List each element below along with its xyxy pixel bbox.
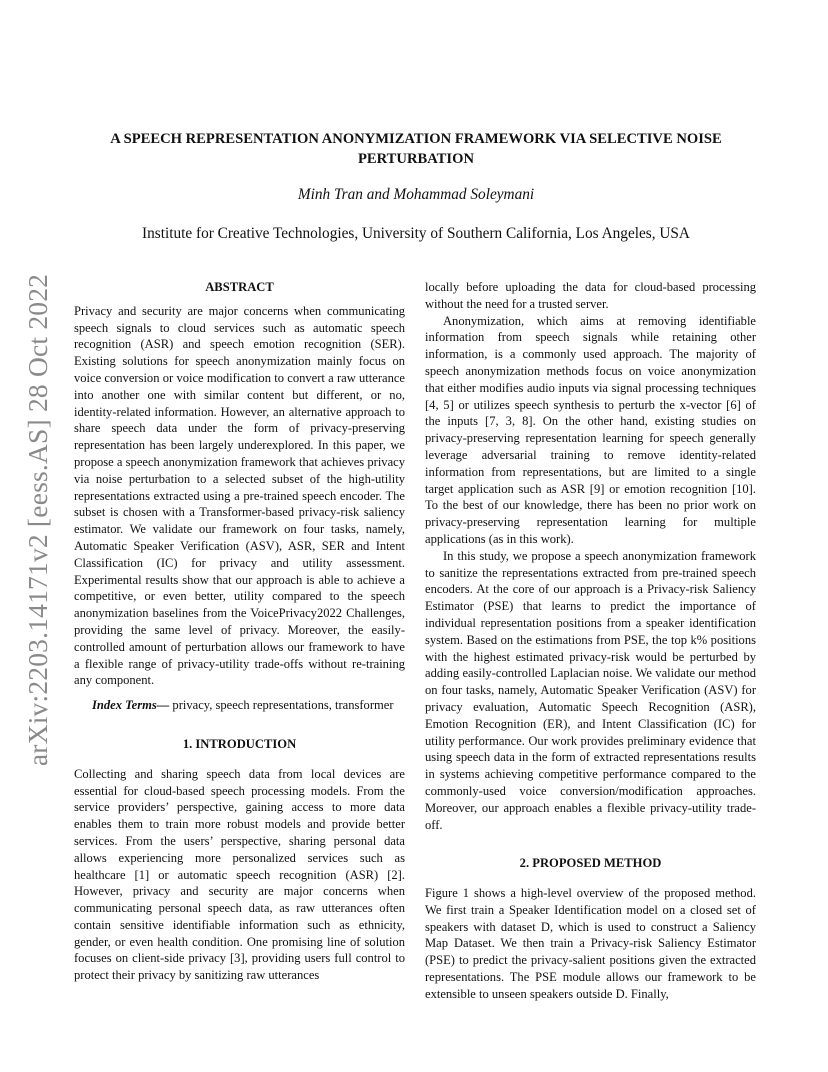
- intro-paragraph-1: Collecting and sharing speech data from local devices are essential for cloud-based speech processing models. From the service providers’ perspective, gaining access to more data enables them to train more robust models and provide better services. From the users’ perspective, sharing personal data allows experiencing more personalized services such as healthcare [1] or automatic speech recognition (ASR) [2]. However, privacy and security are major concerns when communicating personal speech data, as raw utterances often contain sensitive identifiable information such as ethnicity, gender, or even health condition. One promising line of solution focuses on client-side privacy [3], providing users full control to protect their privacy by sanitizing raw utterances: [74, 766, 405, 983]
- right-column: [425, 279, 756, 1003]
- title-line-2: PERTURBATION: [358, 151, 474, 167]
- title-line-1: A SPEECH REPRESENTATION ANONYMIZATION FRAMEWORK VIA SELECTIVE NOISE: [110, 131, 722, 147]
- intro-paragraph-3: In this study, we propose a speech anonymization framework to sanitize the representations extracted from pre-trained speech encoders. At the core of our approach is a Privacy-risk Saliency Estimator (PSE) that learns to predict the importance of individual representation positions from a speaker identification system. Based on the estimations from PSE, the top k% positions with the highest estimated privacy-risk would be perturbed by adding easily-controlled Laplacian noise. We validate our method on four tasks, namely, Automatic Speaker Verification (ASV) for privacy evaluation, Automatic Speech Recognition (ASR), Emotion Recognition (ER), and Intent Classification (IC) for utility performance. Our work provides preliminary evidence that using speech data in the form of extracted representations results in systems achieving competitive performance compared to the commonly-used voice conversion/modification approaches. Moreover, our approach enables a flexible privacy-utility trade-off.: [425, 548, 756, 832]
- arxiv-sidebar: [20, 270, 56, 770]
- index-terms: [74, 697, 405, 714]
- abstract-text: Privacy and security are major concerns when communicating speech signals to cloud services such as automatic speech recognition (ASR) and speech emotion recognition (SER). Existing solutions for speech anonymization mainly focus on voice conversion or voice modification to convert a raw utterance into another one with similar content but different, or no, identity-related information. However, an alternative approach to share speech data under the form of privacy-preserving representation has been largely underexplored. In this paper, we propose a speech anonymization framework that achieves privacy via noise perturbation to a selected subset of the high-utility representations extracted using a pre-trained speech encoder. The subset is chosen with a Transformer-based privacy-risk saliency estimator. We validate our framework on four tasks, namely, Automatic Speaker Verification (ASV), ASR, SER and Intent Classification (IC) for privacy and utility assessment. Experimental results show that our approach is able to achieve a competitive, or even better, utility compared to the speech anonymization baselines from the VoicePrivacy2022 Challenges, providing the same level of privacy. Moreover, the easily-controlled amount of perturbation allows our framework to have a flexible range of privacy-utility trade-offs without re-training any component.: [74, 303, 405, 688]
- intro-heading: 1. INTRODUCTION: [182, 736, 297, 751]
- paper-title: [70, 129, 762, 169]
- authors: Minh Tran and Mohammad Soleymani: [297, 186, 535, 203]
- method-heading: 2. PROPOSED METHOD: [519, 856, 662, 871]
- intro-paragraph-2: Anonymization, which aims at removing identifiable information from speech signals while retaining other information, is a commonly used approach. The majority of speech anonymization methods focus on voice anonymization that either modifies audio inputs via signal processing techniques [4, 5] or utilizes speech synthesis to perturb the x-vector [6] of the inputs [7, 3, 8]. On the other hand, existing studies on privacy-preserving representation learning for speech generally leverage adversarial training to remove identity-related information from representations, but are limited to a single target application such as ASR [9] or emotion recognition [10]. To the best of our knowledge, there has been no prior work on privacy-preserving representation learning for multiple applications (as in this work).: [425, 313, 756, 546]
- abstract-heading: ABSTRACT: [205, 280, 274, 294]
- method-paragraph-1: Figure 1 shows a high-level overview of the proposed method. We first train a Speaker Identification model on a closed set of speakers with dataset D, which is used to construct a Saliency Map Dataset. We then train a Privacy-risk Saliency Estimator (PSE) to predict the privacy-salient positions given the extracted representations. The PSE module allows our framework to be extensible to unseen speakers outside D. Finally,: [425, 886, 756, 1001]
- index-terms-label: Index Terms—: [92, 698, 170, 713]
- arxiv-identifier: arXiv:2203.14171v2 [eess.AS] 28 Oct 2022: [22, 273, 53, 767]
- intro-paragraph-1-continued: locally before uploading the data for cloud-based processing without the need for a trusted server.: [425, 280, 756, 311]
- left-column: [74, 279, 405, 984]
- affiliation: Institute for Creative Technologies, University of Southern California, Los Angeles, USA: [142, 225, 690, 242]
- index-terms-text: privacy, speech representations, transformer: [169, 698, 394, 713]
